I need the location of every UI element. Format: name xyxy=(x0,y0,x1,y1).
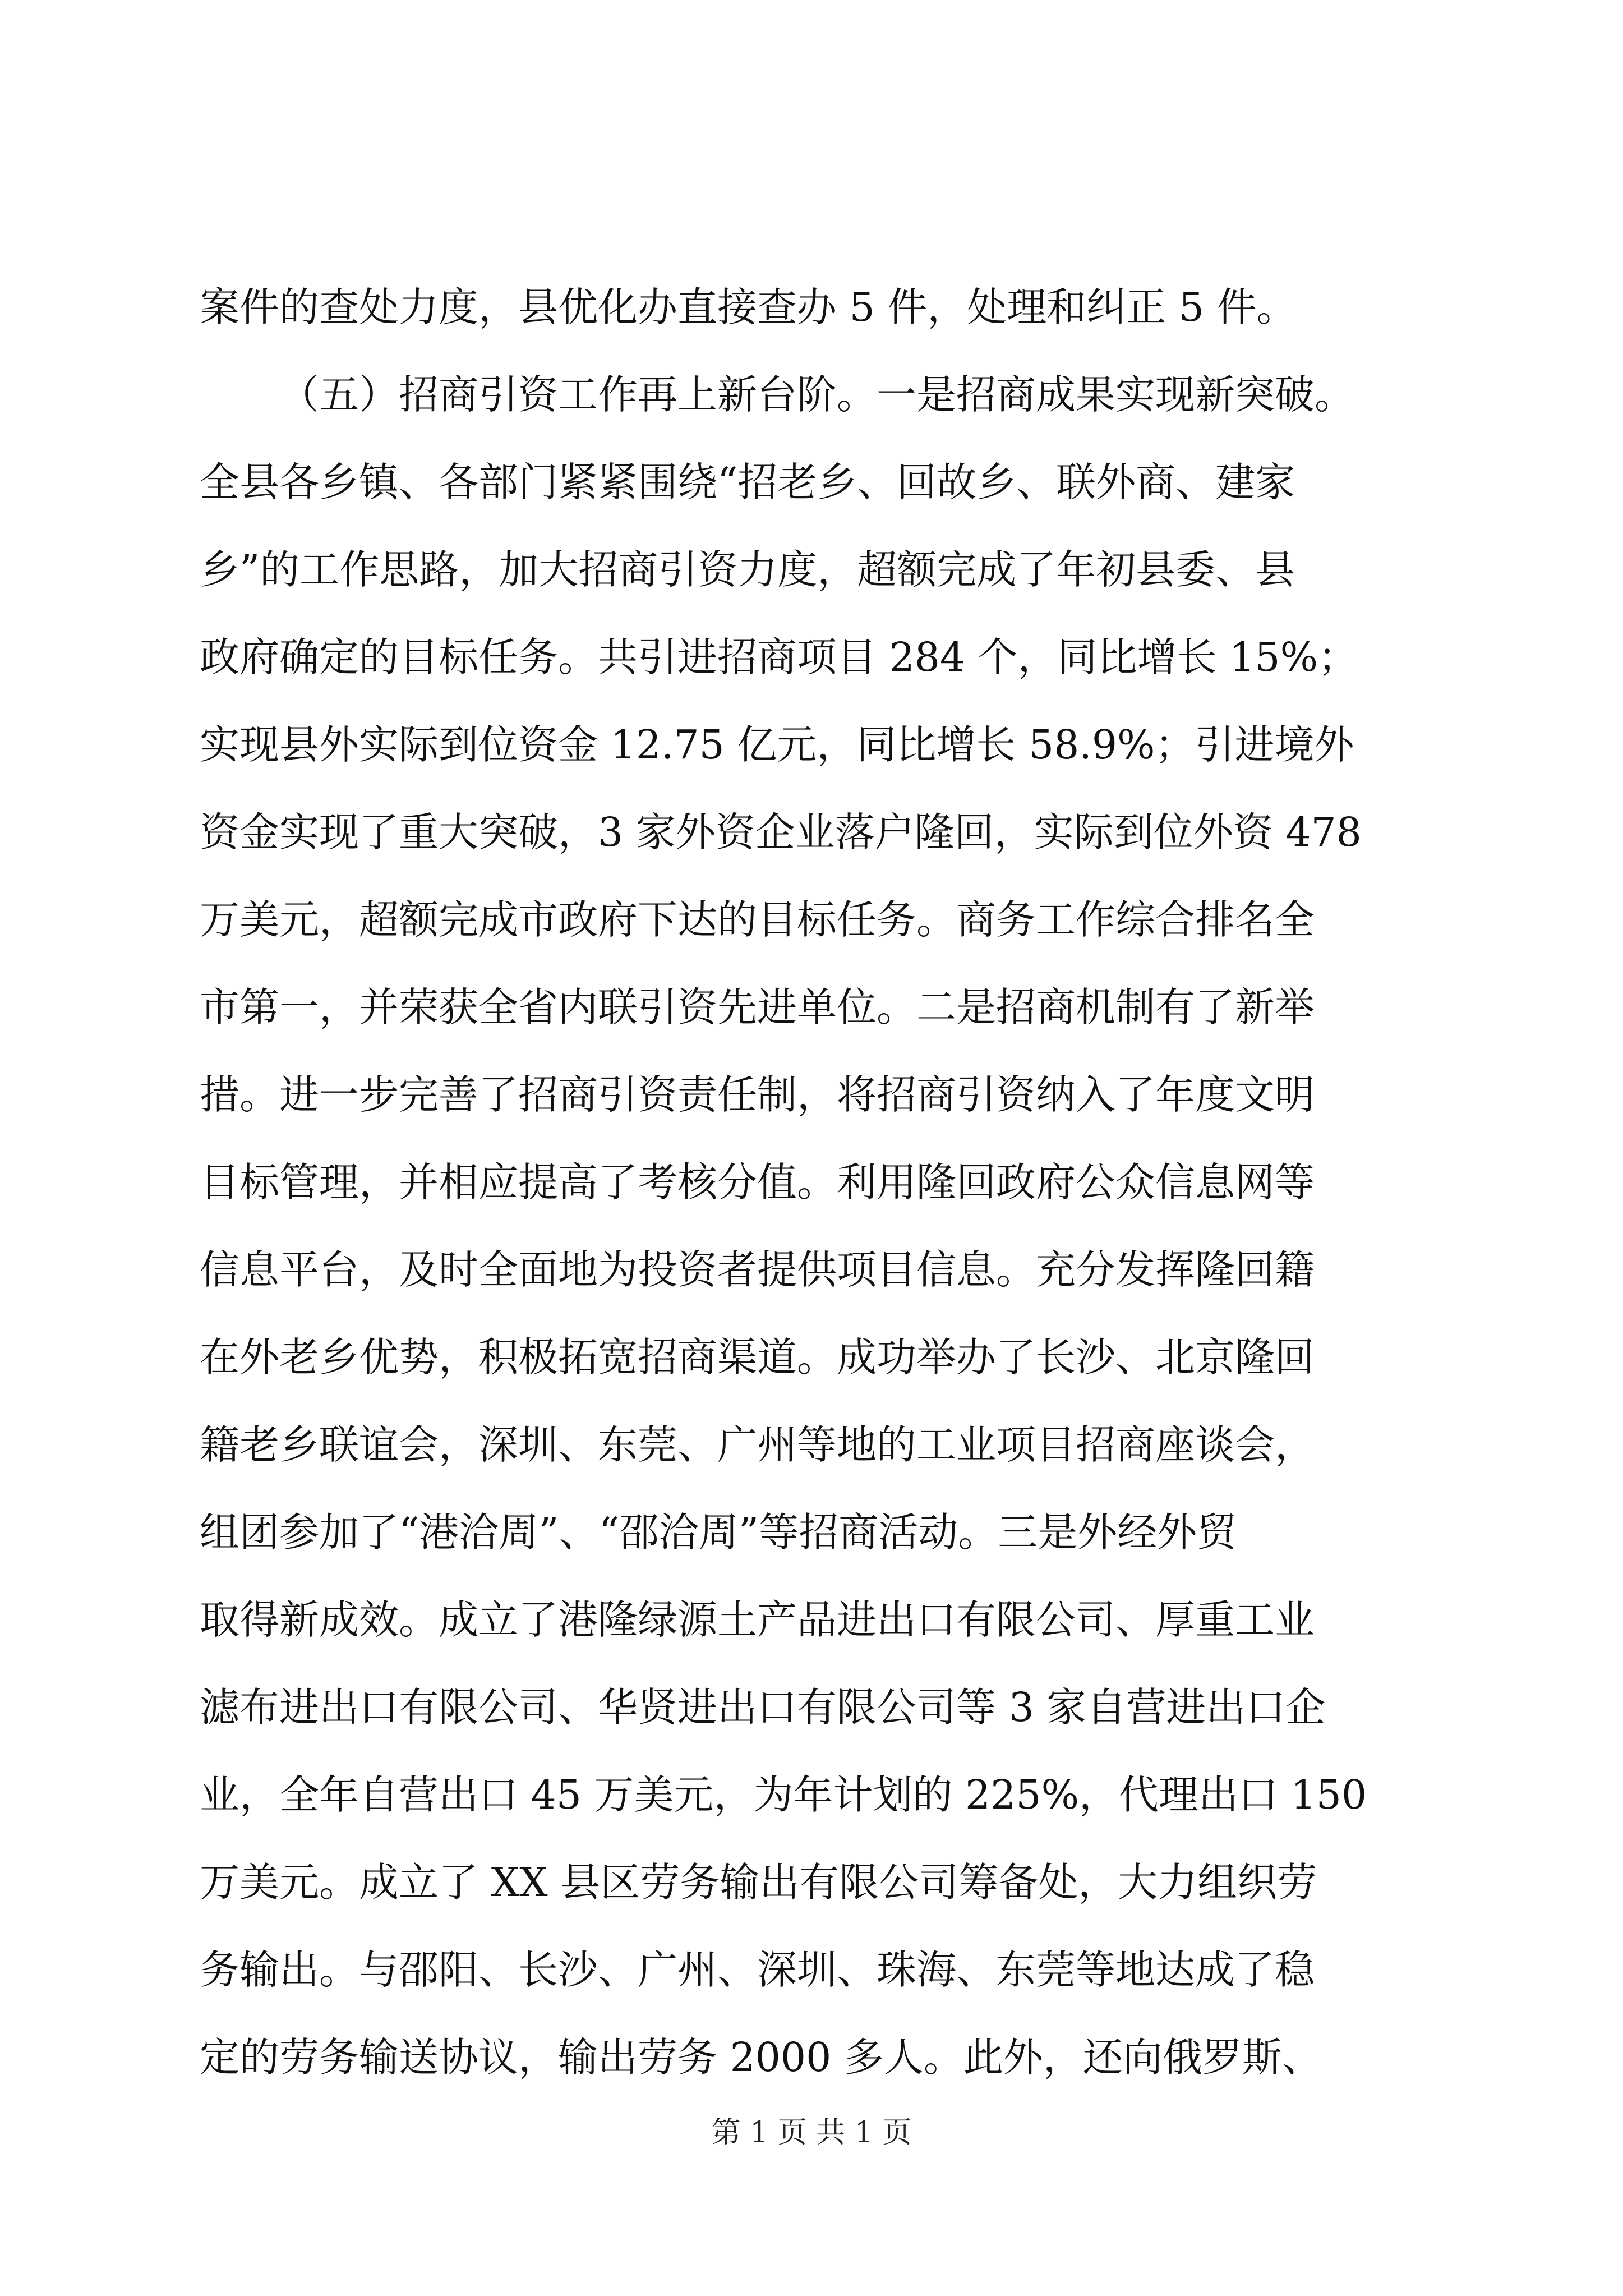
text-line: 滤布进出口有限公司、华贤进出口有限公司等 3 家自营进出口企 xyxy=(200,1684,1326,1731)
text-line: 取得新成效。成立了港隆绿源土产品进出口有限公司、厚重工业 xyxy=(200,1596,1315,1643)
text-line: 业，全年自营出口 45 万美元，为年计划的 225%，代理出口 150 xyxy=(200,1772,1367,1818)
text-line: 案件的查处力度，县优化办直接查办 5 件，处理和纠正 5 件。 xyxy=(200,284,1297,330)
text-line: 市第一，并荣获全省内联引资先进单位。二是招商机制有了新举 xyxy=(200,984,1315,1030)
page-footer: 第 1 页 共 1 页 xyxy=(711,2116,912,2150)
body-text xyxy=(200,264,1422,2101)
text-line: 籍老乡联谊会，深圳、东莞、广州等地的工业项目招商座谈会， xyxy=(200,1421,1315,1468)
text-line: 资金实现了重大突破，3 家外资企业落户隆回，实际到位外资 478 xyxy=(200,809,1362,855)
text-line: （五）招商引资工作再上新台阶。一是招商成果实现新突破。 xyxy=(279,371,1355,418)
text-line: 万美元。成立了 XX 县区劳务输出有限公司筹备处，大力组织劳 xyxy=(200,1859,1317,1906)
text-line: 政府确定的目标任务。共引进招商项目 284 个，同比增长 15%； xyxy=(200,634,1358,680)
text-line: 全县各乡镇、各部门紧紧围绕“招老乡、回故乡、联外商、建家 xyxy=(200,459,1295,505)
text-line: 措。进一步完善了招商引资责任制，将招商引资纳入了年度文明 xyxy=(200,1071,1315,1118)
text-line: 定的劳务输送协议，输出劳务 2000 多人。此外，还向俄罗斯、 xyxy=(200,2034,1322,2081)
text-line: 乡”的工作思路，加大招商引资力度，超额完成了年初县委、县 xyxy=(200,546,1295,593)
text-line: 在外老乡优势，积极拓宽招商渠道。成功举办了长沙、北京隆回 xyxy=(200,1334,1315,1381)
text-line: 万美元，超额完成市政府下达的目标任务。商务工作综合排名全 xyxy=(200,896,1315,943)
text-line: 组团参加了“港洽周”、“邵洽周”等招商活动。三是外经外贸 xyxy=(200,1509,1237,1556)
text-line: 目标管理，并相应提高了考核分值。利用隆回政府公众信息网等 xyxy=(200,1159,1315,1205)
text-line: 务输出。与邵阳、长沙、广州、深圳、珠海、东莞等地达成了稳 xyxy=(200,1947,1315,1993)
text-line: 信息平台，及时全面地为投资者提供项目信息。充分发挥隆回籍 xyxy=(200,1246,1315,1293)
text-line: 实现县外实际到位资金 12.75 亿元，同比增长 58.9%；引进境外 xyxy=(200,721,1354,768)
